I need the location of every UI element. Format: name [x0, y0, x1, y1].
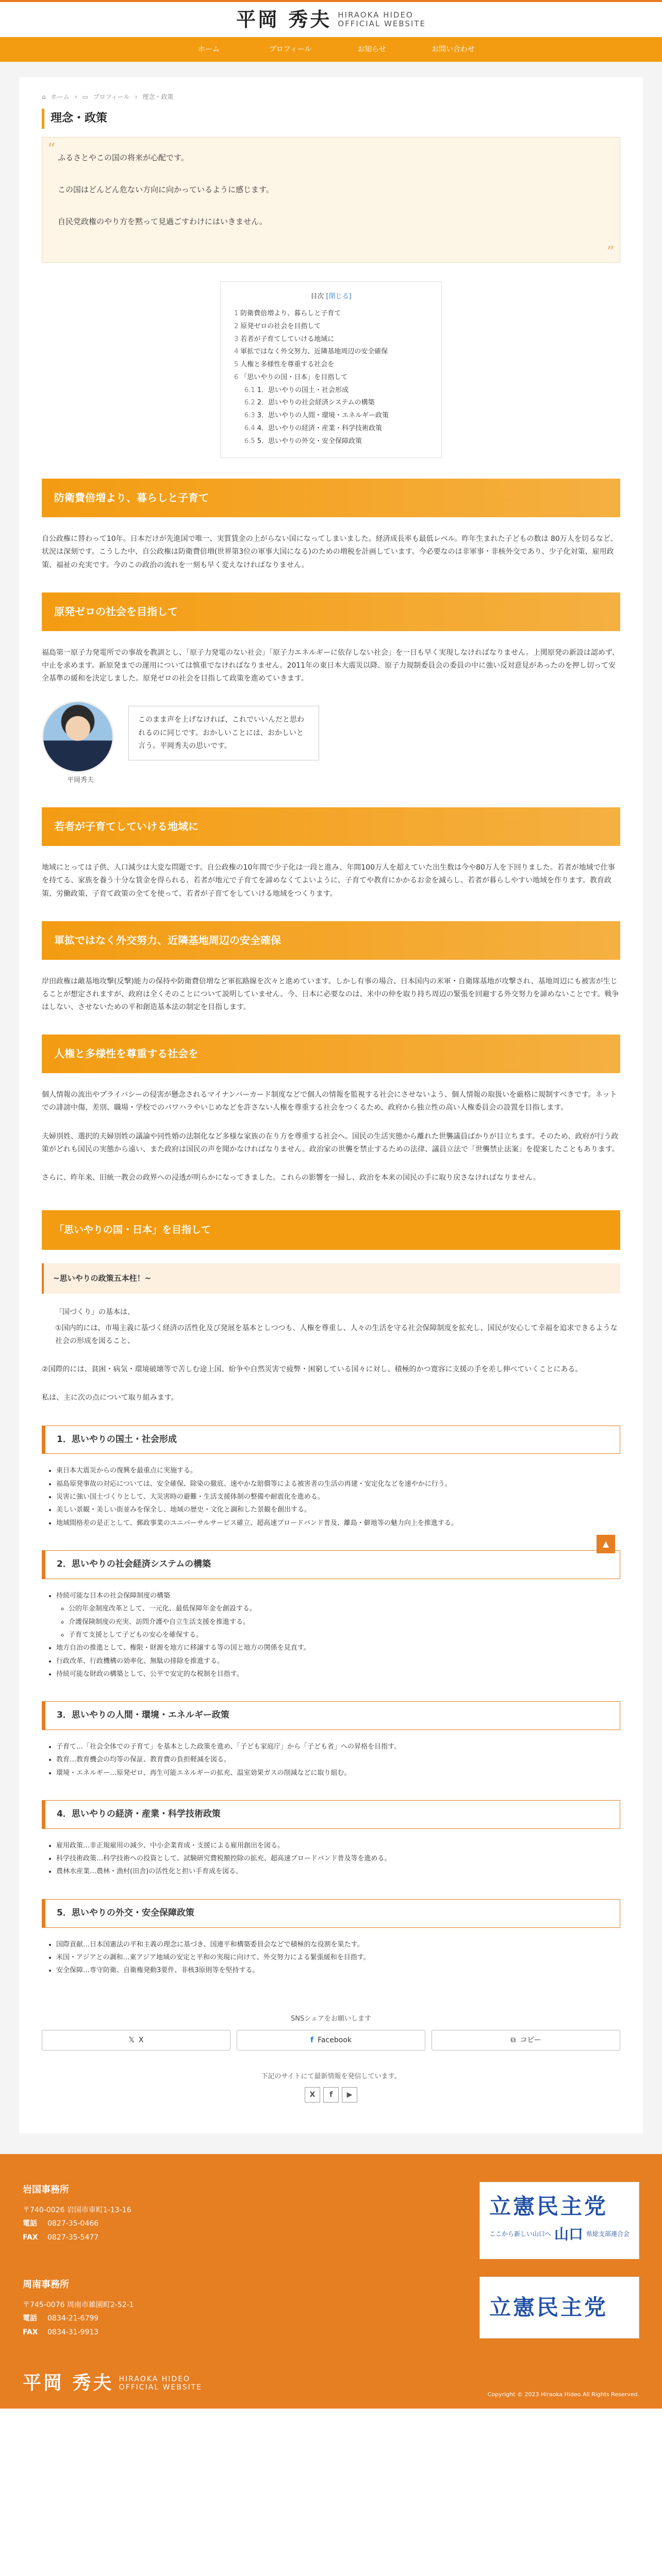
toc-item[interactable]: 1 防衛費倍増より、暮らしと子育て — [234, 310, 341, 317]
toc-subitem[interactable]: 6.5 5．思いやりの外交・安全保障政策 — [244, 437, 362, 445]
list-subitem: ◦ 公的年金制度改革として、一元化、最低保障年金を創設する。 — [69, 1602, 620, 1615]
main-nav — [0, 37, 662, 62]
avatar-block — [42, 701, 119, 787]
section-text: 地域にとっては子供、人口減少は大変な問題です。自公政権の10年間で少子化は一段と進み、年間100万人を超えていた出生数は今や80万人を下回りました。若者が地域で仕事を持てる、家族を養う十分な賃金を得られる、若者が地元で子育てを諦めなくてよいように、子育てや教育にかかるお金を減らし、若者が暮らしやすい地域を作ります。教育政策、労働政策、子育て政策の全てを使って、若者が子育てをしていける地域をつくります。 — [42, 863, 615, 898]
toc-subitem[interactable]: 6.2 2．思いやりの社会経済システムの構築 — [244, 399, 375, 407]
breadcrumb-current: 理念・政策 — [142, 93, 174, 100]
nav-news[interactable]: お知らせ — [357, 45, 386, 54]
share-facebook-button[interactable]: f Facebook — [237, 2030, 425, 2050]
list-item: • 東日本大震災からの復興を最重点に実施する。 — [56, 1464, 620, 1477]
policy-heading-4: 4．思いやりの経済・産業・科学技術政策 — [42, 1800, 620, 1829]
office-tel: 電話 0834-21-6799 — [23, 2314, 99, 2323]
list-subitem: ◦ 介護保険制度の充実、訪問介護や自立生活支援を推進する。 — [69, 1616, 620, 1629]
quote-open-icon: “ — [47, 140, 56, 158]
office-address: 〒740-0026 岩国市車町1-13-16 — [23, 2206, 131, 2214]
party-name: 立憲民主党 — [489, 2193, 608, 2219]
follow-label: 下記のサイトにて最新情報を発信しています。 — [261, 2073, 401, 2081]
list-item: • 米国・アジアとの調和…東アジア地域の安定と平和の実現に向けて、外交努力による緊張緩和を目指す。 — [56, 1951, 620, 1964]
follow-icons — [42, 2087, 620, 2103]
footer-logo[interactable]: 平岡 秀夫 HIRAOKA HIDEO OFFICIAL WEBSITE — [23, 2372, 202, 2394]
copyright: Copyright © 2023 Hiraoka Hideo All Rights Reserved. — [487, 2391, 639, 2398]
toc-list — [234, 308, 428, 447]
list-item: • 持続可能な日本の社会保障制度の構築 — [56, 1589, 620, 1602]
intro-quote — [42, 137, 620, 263]
list-item: • 地方自治の推進として、権限・財源を地方に移譲する等の国と地方の関係を見直す。 — [56, 1641, 620, 1654]
list-item: • 科学技術政策…科学技術への投資として、試験研究費税額控除の拡充、超高速ブロードバンド普及等を進める。 — [56, 1852, 620, 1865]
list-item: • 環境・エネルギー…原発ゼロ、再生可能エネルギーの拡充、温室効果ガスの削減などに取り組む。 — [56, 1767, 620, 1780]
section-text: 「国づくり」の基本は、 — [55, 1308, 135, 1316]
share-label: SNSシェアをお願いします — [291, 2014, 371, 2023]
balloon-text: このまま声を上げなければ、これでいいんだと思われるのに同じです。おかしいことには、おかしいと言う。平岡秀夫の思いです。 — [128, 706, 319, 760]
policy-heading-1: 1．思いやりの国土・社会形成 — [42, 1426, 620, 1454]
office-tel: 電話 0827-35-0466 — [23, 2219, 99, 2228]
policy-list-4 — [42, 1839, 620, 1878]
policy-list-1 — [42, 1464, 620, 1530]
share-x-button[interactable]: 𝕏 X — [42, 2030, 230, 2050]
section-text: 福島第一原子力発電所での事故を教訓とし、「原子力発電のない社会」「原子力エネルギーに依存しない社会」を一日も早く実現しなければなりません。上関原発の新設は認めず、中止を求めます。新原発までの運用については慎重でなければなりません。2011年の東日本大震災以降、原子力規制委員会の委員の中に強い反対意見があったのを押し切って安全基準の緩和を決定しました。原発ゼロの社会を目指して政策を進めていきます。 — [42, 648, 619, 683]
nav-contact[interactable]: お問い合わせ — [432, 45, 475, 54]
page-body — [0, 62, 662, 2154]
office-shunan — [23, 2277, 134, 2339]
party-banner-yamaguchi[interactable] — [479, 2182, 639, 2259]
policy-list-5 — [42, 1938, 620, 1977]
share-section — [42, 2013, 620, 2051]
section-heading-defense: 防衛費倍増より、暮らしと子育て — [42, 479, 620, 517]
toc-toggle[interactable]: [閉じる] — [326, 293, 352, 301]
section-heading-nuclear: 原発ゼロの社会を目指して — [42, 592, 620, 631]
copy-link-button[interactable]: ⧉ コピー — [432, 2030, 620, 2050]
section-text: ①国内的には、市場主義に基づく経済の活性化及び発展を基本としつつも、人権を尊重し、人々の生活を守る社会保障制度を拡充し、国民が安心して幸福を追求できるような社会の形成を図ること、 — [55, 1324, 618, 1346]
nav-home[interactable]: ホーム — [198, 45, 220, 54]
toc-item[interactable]: 6 「思いやりの国・日本」を目指して — [234, 373, 348, 381]
section-text: 夫婦別姓、選択的夫婦別姓の議論や同性婚の法制化など多様な家族の在り方を尊重する社会へ。国民の生活実態から離れた世襲議員ばかりが目立ちます。そのため、政府が行う政策がどれも国民の実態から遠い、また政府は国民の声を聞かなければなりません。政治家の世襲を禁止するための法律、議員立法で「世襲禁止法案」を提案したこともあります。 — [42, 1132, 619, 1154]
x-icon: 𝕏 — [128, 2036, 135, 2045]
office-title: 岩国事務所 — [23, 2184, 69, 2196]
breadcrumb-home[interactable]: ホーム — [51, 93, 70, 100]
toc-item[interactable]: 3 若者が子育てしていける地域に — [234, 335, 335, 343]
breadcrumb — [42, 92, 620, 103]
list-item: • 地域間格差の是正として、郵政事業のユニバーサルサービス確立、超高速ブロードバンド普及、離島・僻地等の魅力向上を推進する。 — [56, 1517, 620, 1530]
section-heading-diplomacy: 軍拡ではなく外交努力、近隣基地周辺の安全確保 — [42, 921, 620, 960]
office-iwakuni — [23, 2182, 131, 2244]
main-content — [19, 77, 643, 2133]
quote-close-icon: ” — [606, 243, 615, 262]
x-icon[interactable]: X — [305, 2087, 320, 2103]
policy-list-2 — [42, 1589, 620, 1681]
chevron-right-icon: › — [135, 93, 138, 100]
section-heading-youth: 若者が子育てしていける地域に — [42, 807, 620, 846]
list-item: • 子育て…「社会全体での子育て」を基本とした政策を進め、「子ども家庭庁」から「子ども省」への昇格を目指す。 — [56, 1740, 620, 1753]
list-item: • 雇用政策…非正規雇用の減少、中小企業育成・支援による雇用創出を図る。 — [56, 1839, 620, 1852]
footer-bottom — [23, 2357, 639, 2409]
list-item: • 安全保障…専守防衛、自衛権発動3要件、非核3原則等を堅持する。 — [56, 1964, 620, 1977]
speech-balloon — [42, 701, 620, 787]
section-text: ②国際的には、貧困・病気・環境破壊等で苦しむ途上国、紛争や自然災害で疲弊・困窮している国々に対し、積極的かつ寛容に支援の手を差し伸べていくことにある。 — [42, 1365, 583, 1374]
party-sub: ここから新しい山口へ 山口 県総支部連合会 — [489, 2225, 630, 2243]
list-item: • 美しい景観・美しい街並みを保全し、地域の歴史・文化と調和した景観を創出する。 — [56, 1503, 620, 1516]
section-text: 個人情報の流出やプライバシーの侵害が懸念されるマイナンバーカード制度などで個人の情報を監視する社会にさせないよう、個人情報の取扱いを厳格に規制すべきです。ネットでの誹謗中傷、差別、職場・学校でのパワハラやいじめなどを許さない人権を尊重する社会をつくるため、政府から独立性の高い人権委員会の設置を目指します。 — [42, 1091, 617, 1112]
section-text: 自公政権に替わって10年。日本だけが先進国で唯一、実質賃金の上がらない国になってしまいました。経済成長率も最低レベル。昨年生まれた子どもの数は 80万人を切るなど、状況は深刻です。こうした中、自公政権は防衛費倍増(世界第3位の軍事大国になる)のための増税を計画しています。今必要なのは非軍事・非核外交であり、少子化対策、雇用政策、福祉の充実です。今のこの政治の流れを一刻も早く変えなければなりません。 — [42, 535, 618, 569]
chevron-right-icon: › — [74, 93, 77, 100]
section-heading-omoiyari: 「思いやりの国・日本」を目指して — [42, 1210, 620, 1250]
office-address: 〒745-0076 周南市雑園町2-52-1 — [23, 2300, 134, 2309]
quote-line: 自民党政権のやり方を黙って見過ごすわけにはいきません。 — [58, 217, 267, 226]
policy-pillars-subtitle: ~思いやりの政策五本柱！~ — [42, 1263, 620, 1293]
party-banner[interactable] — [479, 2277, 639, 2338]
list-item: • 災害に強い国土づくりとして、大災害時の避難・生活支援体制の整備や耐震化を進める。 — [56, 1490, 620, 1503]
site-header — [0, 0, 662, 37]
office-title: 周南事務所 — [23, 2279, 69, 2291]
quote-line: この国はどんどん危ない方向に向かっているように感じます。 — [58, 184, 274, 194]
follow-section — [42, 2071, 620, 2103]
footer-row-shunan — [23, 2277, 639, 2339]
section-heading-human-rights: 人権と多様性を尊重する社会を — [42, 1035, 620, 1073]
office-fax: FAX 0834-31-9913 — [23, 2328, 99, 2336]
policy-heading-5: 5．思いやりの外交・安全保障政策 — [42, 1899, 620, 1928]
list-item: • 農林水産業…農林・漁村(田舎)の活性化と担い手育成を図る。 — [56, 1865, 620, 1878]
toc-title: 目次 [閉じる] — [310, 293, 352, 301]
folder-icon: ▭ — [82, 93, 88, 100]
list-item: • 国際貢献…日本国憲法の平和主義の理念に基づき、国連平和構築委員会などで積極的な役割を果たす。 — [56, 1938, 620, 1951]
site-logo[interactable] — [236, 3, 426, 37]
logo-name: 平岡 秀夫 — [236, 7, 332, 31]
table-of-contents — [220, 281, 442, 458]
footer-row-iwakuni — [23, 2182, 639, 2259]
home-icon: ⌂ — [42, 93, 46, 100]
toc-item[interactable]: 4 軍拡ではなく外交努力、近隣基地周辺の安全確保 — [234, 348, 388, 356]
logo-subtitle: HIRAOKA HIDEO OFFICIAL WEBSITE — [338, 10, 426, 28]
policy-heading-3: 3．思いやりの人間・環境・エネルギー政策 — [42, 1701, 620, 1730]
avatar-name: 平岡秀夫 — [67, 776, 94, 785]
policy-list-3 — [42, 1740, 620, 1780]
list-item: • 持続可能な財政の構築として、公平で安定的な税制を目指す。 — [56, 1668, 620, 1681]
page-title: 理念・政策 — [42, 109, 620, 129]
breadcrumb-profile[interactable]: プロフィール — [93, 93, 130, 100]
list-subitem: ◦ 子育て支援として子どもの安心を確保する。 — [69, 1629, 620, 1641]
list-item: • 教育…教育機会の均等の保証、教育費の負担軽減を図る。 — [56, 1753, 620, 1766]
policy-heading-2: 2．思いやりの社会経済システムの構築 — [42, 1550, 620, 1579]
facebook-icon[interactable]: f — [323, 2087, 339, 2103]
section-text: 岸田政権は敵基地攻撃(反撃)能力の保持や防衛費倍増など軍拡路線を次々と進めています。しかし有事の場合、日本国内の米軍・自衛隊基地が攻撃され、基地周辺にも被害が生じることが想定されますが、政府は全くそのことについて説明していません。今、日本に必要なのは、米中の仲を取り持ち周辺の緊張を回避する外交努力を諦めないことです。戦争はしない、させないための平和創造基本法の制定を目指します。 — [42, 977, 619, 1012]
nav-profile[interactable]: プロフィール — [269, 45, 312, 54]
office-fax: FAX 0827-35-5477 — [23, 2233, 99, 2242]
youtube-icon[interactable]: ▶ — [342, 2087, 357, 2103]
avatar — [42, 701, 114, 773]
party-name: 立憲民主党 — [489, 2295, 608, 2320]
chevron-up-icon: ▲ — [602, 1539, 609, 1549]
list-item: • 行政改革、行政機構の効率化、無駄の排除を推進する。 — [56, 1655, 620, 1668]
copy-icon: ⧉ — [510, 2036, 516, 2045]
toc-subitem[interactable]: 6.3 3．思いやりの人間・環境・エネルギー政策 — [244, 412, 389, 419]
toc-item[interactable]: 5 人権と多様性を尊重する社会を — [234, 361, 335, 368]
facebook-icon: f — [310, 2036, 314, 2045]
section-text: 私は、主に次の点について取り組みます。 — [42, 1394, 178, 1402]
list-item: • 福島原発事故の対応については、安全確保、除染の徹底、速やかな賠償等による被害者の生活の再建・安定化などを速やかに行う。 — [56, 1478, 620, 1490]
toc-subitem[interactable]: 6.1 1．思いやりの国土・社会形成 — [244, 386, 349, 394]
quote-line: ふるさとやこの国の将来が心配です。 — [58, 152, 189, 162]
site-footer — [0, 2154, 662, 2409]
section-text: さらに、昨年来、旧統一教会の政界への浸透が明らかになってきました。これらの影響を一掃し、政治を本来の国民の手に取り戻さなければなりません。 — [42, 1174, 540, 1182]
toc-item[interactable]: 2 原発ゼロの社会を目指して — [234, 322, 321, 330]
toc-subitem[interactable]: 6.4 4．思いやりの経済・産業・科学技術政策 — [244, 424, 382, 432]
share-buttons — [42, 2030, 620, 2050]
